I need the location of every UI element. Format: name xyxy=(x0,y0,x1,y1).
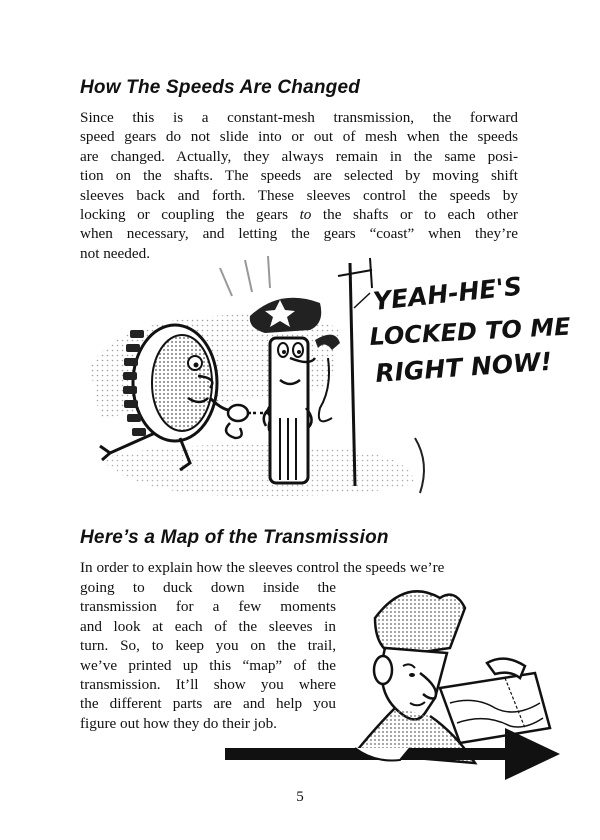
section-body-map-first xyxy=(80,558,518,577)
text-line: turn. So, to keep you on the trail, xyxy=(80,637,336,655)
page-number: 5 xyxy=(296,789,304,805)
text-line xyxy=(80,205,518,224)
emphasis-text: to xyxy=(299,206,312,224)
text-line: figure out how they do their job. xyxy=(80,714,277,732)
section-heading-map: Here’s a Map of the Transmission xyxy=(80,527,389,548)
speech-line: YEAH-HE'S xyxy=(371,271,524,316)
text-run: the shafts or to each other xyxy=(311,206,518,224)
text-line: transmission for a few moments xyxy=(80,598,336,616)
text-line: are changed. Actually, they always remain in the same posi- xyxy=(80,147,518,165)
text-line: not needed. xyxy=(80,244,151,262)
soldier-map-illustration xyxy=(225,578,565,783)
speech-line: RIGHT NOW! xyxy=(374,346,553,388)
text-line: transmission. It’ll show you where xyxy=(80,676,336,694)
text-line: sleeves back and forth. These sleeves control the speeds by xyxy=(80,186,518,204)
text-line: Since this is a constant-mesh transmission, the forward xyxy=(80,109,518,126)
text-line: going to duck down inside the xyxy=(80,579,336,596)
text-run: locking or coupling the gears xyxy=(80,206,300,224)
gear-locked-illustration xyxy=(70,248,572,508)
section-body-speeds xyxy=(80,108,518,263)
section-heading-speeds: How The Speeds Are Changed xyxy=(80,77,361,98)
text-line: the different parts are and help you xyxy=(80,695,336,713)
text-line: we’ve printed up this “map” of the xyxy=(80,656,336,674)
text-line: tion on the shafts. The speeds are selected by moving shift xyxy=(80,167,518,185)
speech-line: LOCKED TO ME xyxy=(368,312,572,351)
text-line: speed gears do not slide into or out of mesh when the speeds xyxy=(80,128,518,146)
text-line: In order to explain how the sleeves control the speeds we’re xyxy=(80,559,445,576)
text-line: when necessary, and letting the gears “coast” when they’re xyxy=(80,225,518,243)
text-line: and look at each of the sleeves in xyxy=(80,617,336,635)
